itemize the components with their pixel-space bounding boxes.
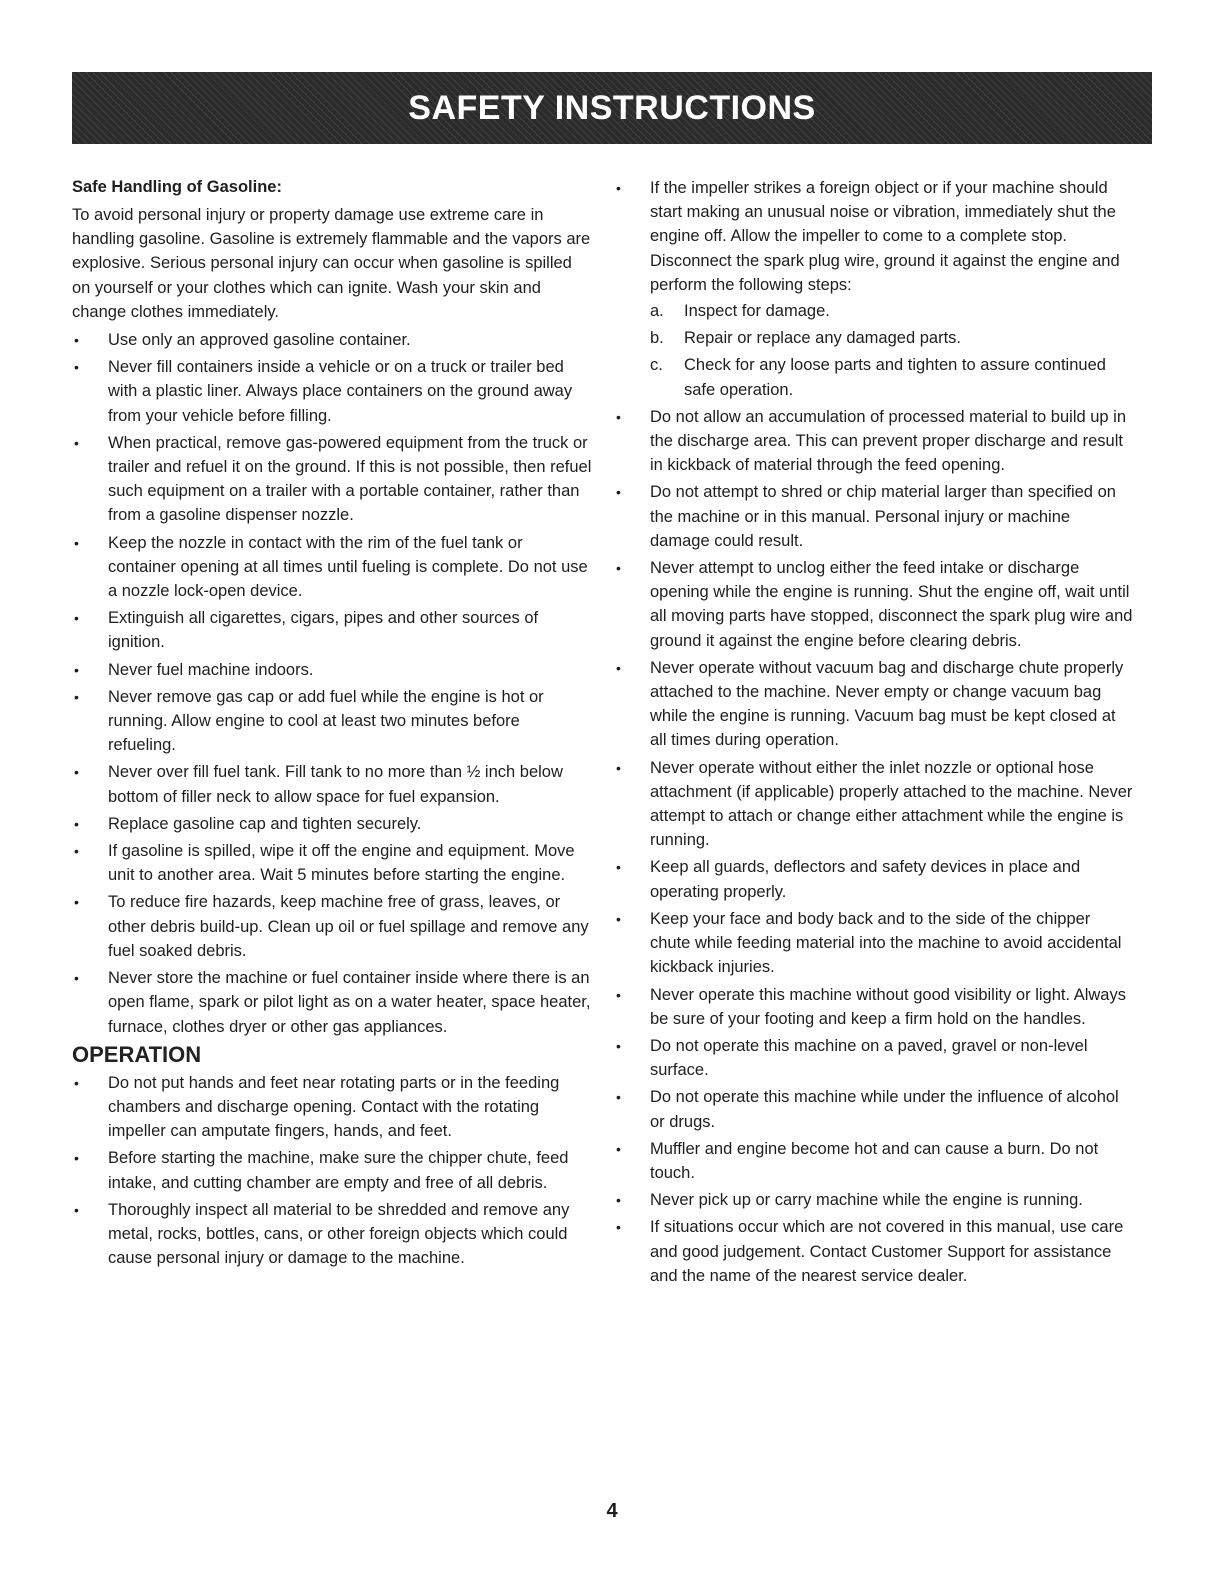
banner-title: SAFETY INSTRUCTIONS [408, 88, 816, 127]
bullet-icon: • [616, 484, 621, 501]
list-item [72, 1198, 592, 1271]
gasoline-intro: To avoid personal injury or property damage use extreme care in handling gasoline. Gasoline is extremely flammable and the vapors are explosive. Serious personal injury can occur when gasoline is spilled on yourself or your clothes which can ignite. Wash your skin and change clothes immediately. [72, 206, 591, 321]
list-item-text: Never attempt to unclog either the feed intake or discharge opening while the engine is running. Shut the engine off, wait until all moving parts have stopped, disconnect the spark plug wire and ground it against the engine before clearing debris. [650, 559, 1133, 650]
list-item [72, 658, 592, 682]
list-item-text: Muffler and engine become hot and can cause a burn. Do not touch. [650, 1139, 1099, 1182]
list-item [72, 606, 592, 654]
list-item-text: Do not operate this machine while under the influence of alcohol or drugs. [650, 1088, 1119, 1131]
list-item [614, 756, 1134, 853]
bullet-icon: • [616, 1140, 621, 1157]
list-item [72, 328, 592, 352]
list-item-text: Do not put hands and feet near rotating parts or in the feeding chambers and discharge opening. Contact with the rotating impeller can amputate fingers, hands, and feet. [108, 1073, 560, 1141]
list-item-text: Never operate this machine without good visibility or light. Always be sure of your footing and keep a firm hold on the handles. [650, 985, 1126, 1028]
bullet-icon: • [74, 661, 79, 678]
right-column [614, 176, 1134, 1291]
list-item [614, 907, 1134, 980]
list-item-text: If situations occur which are not covered in this manual, use care and good judgement. Contact Customer Support for assistance and the name of the nearest service dealer. [650, 1218, 1124, 1285]
list-item [614, 983, 1134, 1031]
list-item-text: Replace gasoline cap and tighten securely. [108, 814, 422, 833]
inspection-steps [650, 299, 1134, 402]
bullet-icon: • [616, 560, 621, 577]
step-item [650, 299, 1134, 323]
operation-bullet-list-right [614, 176, 1134, 1288]
list-item [614, 855, 1134, 903]
step-item [650, 353, 1134, 401]
list-item [72, 685, 592, 758]
list-item [72, 1146, 592, 1194]
bullet-icon: • [74, 1150, 79, 1167]
list-item-text: If the impeller strikes a foreign object or if your machine should start making an unusual noise or vibration, immediately shut the engine off. Allow the impeller to come to a complete stop. Disconnect the spark plug wire, ground it against the engine and perform the following steps: [650, 179, 1120, 294]
step-item [650, 326, 1134, 350]
gasoline-heading: Safe Handling of Gasoline: [72, 178, 282, 196]
list-item [72, 890, 592, 963]
bullet-icon: • [74, 688, 79, 705]
bullet-icon: • [616, 1219, 621, 1236]
list-item [72, 355, 592, 428]
list-item [72, 966, 592, 1039]
bullet-icon: • [74, 610, 79, 627]
list-item [614, 176, 1134, 402]
list-item [614, 480, 1134, 553]
operation-bullet-list-left [72, 1071, 592, 1271]
bullet-icon: • [74, 434, 79, 451]
bullet-icon: • [616, 759, 621, 776]
list-item-text: Never fill containers inside a vehicle or on a truck or trailer bed with a plastic liner. Always place containers on the ground away from your vehicle before filling. [108, 358, 573, 425]
list-item [614, 405, 1134, 478]
section-banner [72, 72, 1152, 144]
gasoline-bullet-list [72, 328, 592, 1039]
list-item-text: Keep your face and body back and to the side of the chipper chute while feeding material into the machine to avoid accidental kickback injuries. [650, 909, 1122, 977]
step-marker: c. [650, 356, 663, 375]
left-column [72, 176, 592, 1273]
operation-heading: OPERATION [72, 1041, 202, 1067]
list-item-text: Keep all guards, deflectors and safety devices in place and operating properly. [650, 858, 1081, 901]
list-item-text: Keep the nozzle in contact with the rim of the fuel tank or container opening at all times until fueling is complete. Do not use a nozzle lock-open device. [108, 533, 588, 601]
step-text: Repair or replace any damaged parts. [684, 329, 961, 348]
list-item-text: Never fuel machine indoors. [108, 660, 314, 679]
bullet-icon: • [74, 843, 79, 860]
list-item [614, 656, 1134, 753]
list-item-text: If gasoline is spilled, wipe it off the engine and equipment. Move unit to another area. Wait 5 minutes before starting the engine. [108, 842, 575, 885]
list-item [72, 839, 592, 887]
list-item-text: Thoroughly inspect all material to be shredded and remove any metal, rocks, bottles, cans, or other foreign objects which could cause personal injury or damage to the machine. [108, 1200, 570, 1268]
bullet-icon: • [616, 659, 621, 676]
list-item-text: When practical, remove gas-powered equipment from the truck or trailer and refuel it on the ground. If this is not possible, then refuel such equipment on a trailer with a portable container, rather than from a gasoline dispenser nozzle. [108, 433, 592, 525]
list-item-text: Before starting the machine, make sure the chipper chute, feed intake, and cutting chamber are empty and free of all debris. [108, 1149, 569, 1192]
list-item-text: Never operate without either the inlet nozzle or optional hose attachment (if applicable) properly attached to the machine. Never attempt to attach or change either attachment while the engine is running. [650, 758, 1133, 850]
step-text: Check for any loose parts and tighten to assure continued safe operation. [684, 356, 1106, 399]
list-item [72, 431, 592, 528]
list-item-text: Do not operate this machine on a paved, gravel or non-level surface. [650, 1036, 1088, 1080]
bullet-icon: • [74, 894, 79, 911]
list-item [72, 531, 592, 604]
list-item [614, 556, 1134, 653]
list-item-text: Never pick up or carry machine while the engine is running. [650, 1191, 1083, 1210]
bullet-icon: • [616, 859, 621, 876]
list-item [614, 1215, 1134, 1288]
list-item [614, 1188, 1134, 1212]
step-text: Inspect for damage. [684, 302, 830, 321]
bullet-icon: • [74, 764, 79, 781]
list-item [72, 1071, 592, 1144]
bullet-icon: • [616, 1089, 621, 1106]
page-number: 4 [606, 1500, 618, 1522]
list-item-text: Never remove gas cap or add fuel while the engine is hot or running. Allow engine to cool at least two minutes before refueling. [108, 687, 544, 755]
step-marker: a. [650, 302, 664, 321]
list-item [72, 812, 592, 836]
bullet-icon: • [616, 986, 621, 1003]
list-item-text: Never store the machine or fuel container inside where there is an open flame, spark or pilot light as on a water heater, space heater, furnace, clothes dryer or other gas appliances. [108, 969, 591, 1036]
bullet-icon: • [616, 910, 621, 927]
list-item-text: Do not allow an accumulation of processed material to build up in the discharge area. This can prevent proper discharge and result in kickback of material through the feed opening. [650, 407, 1127, 475]
list-item [614, 1085, 1134, 1133]
list-item-text: Never operate without vacuum bag and discharge chute properly attached to the machine. Never empty or change vacuum bag while the engine is running. Vacuum bag must be kept closed at all times during operation. [650, 658, 1124, 750]
bullet-icon: • [616, 180, 621, 196]
list-item-text: Do not attempt to shred or chip material larger than specified on the machine or in this manual. Personal injury or machine damage could result. [650, 483, 1116, 550]
bullet-icon: • [74, 815, 79, 832]
list-item-text: Use only an approved gasoline container. [108, 331, 411, 350]
list-item [614, 1034, 1134, 1082]
bullet-icon: • [74, 359, 79, 376]
bullet-icon: • [616, 408, 621, 425]
bullet-icon: • [74, 1074, 79, 1091]
bullet-icon: • [74, 534, 79, 551]
bullet-icon: • [74, 1201, 79, 1218]
list-item-text: Never over fill fuel tank. Fill tank to no more than ½ inch below bottom of filler neck to allow space for fuel expansion. [108, 763, 563, 806]
list-item-text: Extinguish all cigarettes, cigars, pipes and other sources of ignition. [108, 609, 539, 652]
bullet-icon: • [74, 332, 79, 349]
bullet-icon: • [74, 970, 79, 987]
list-item-text: To reduce fire hazards, keep machine free of grass, leaves, or other debris build-up. Clean up oil or fuel spillage and remove any fuel soaked debris. [108, 893, 589, 960]
bullet-icon: • [616, 1192, 621, 1209]
list-item [72, 760, 592, 808]
step-marker: b. [650, 329, 664, 348]
bullet-icon: • [616, 1037, 621, 1054]
list-item [614, 1137, 1134, 1185]
